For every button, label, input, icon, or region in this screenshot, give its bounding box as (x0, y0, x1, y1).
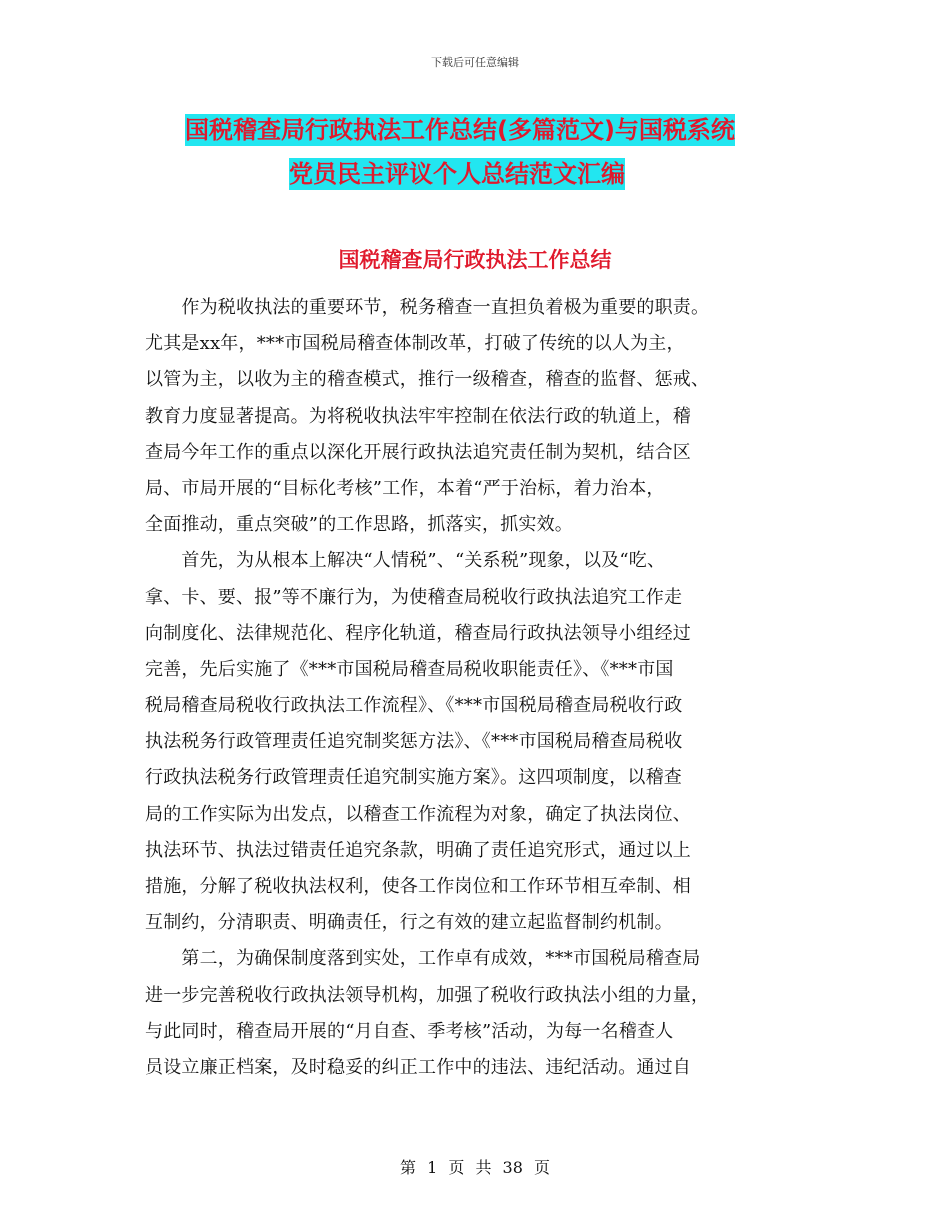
text-line: 作为税收执法的重要环节，税务稽查一直担负着极为重要的职责。 (145, 297, 710, 318)
text-line: 第二，为确保制度落到实处，工作卓有成效，***市国税局稽查局 (145, 948, 701, 970)
page-footer: 第 1 页 共 38 页 (400, 1158, 550, 1177)
text-line: 与此同时，稽查局开展的“月自查、季考核”活动，为每一名稽查人 (145, 1020, 674, 1042)
document-title (185, 108, 825, 196)
text-line: 局的工作实际为出发点，以稽查工作流程为对象，确定了执法岗位、 (145, 803, 691, 825)
text-line: 全面推动，重点突破”的工作思路，抓落实，抓实效。 (145, 514, 573, 536)
text-line: 拿、卡、要、报”等不廉行为，为使稽查局税收行政执法追究工作走 (145, 586, 683, 608)
text-line: 进一步完善税收行政执法领导机构，加强了税收行政执法小组的力量， (145, 984, 710, 1006)
title-line-1: 国税稽查局行政执法工作总结(多篇范文)与国税系统 (185, 116, 735, 144)
text-line: 完善，先后实施了《***市国税局稽查局税收职能责任》、《***市国 (145, 658, 674, 680)
text-line: 局、市局开展的“目标化考核”工作，本着“严于治标，着力治本， (145, 477, 665, 499)
text-line: 首先，为从根本上解决“人情税”、“关系税”现象，以及“吃、 (145, 550, 666, 572)
text-line: 教育力度显著提高。为将税收执法牢牢控制在依法行政的轨道上，稽 (145, 405, 691, 427)
text-line: 员设立廉正档案，及时稳妥的纠正工作中的违法、违纪活动。通过自 (145, 1056, 691, 1078)
section-title: 国税稽查局行政执法工作总结 (338, 248, 612, 272)
text-line: 行政执法税务行政管理责任追究制实施方案》。这四项制度，以稽查 (145, 767, 682, 789)
title-line-2: 党员民主评议个人总结范文汇编 (289, 160, 625, 188)
text-line: 措施，分解了税收执法权利，使各工作岗位和工作环节相互牵制、相 (145, 876, 691, 897)
text-line: 以管为主，以收为主的稽查模式，推行一级稽查，稽查的监督、惩戒、 (145, 369, 710, 391)
text-line: 向制度化、法律规范化、程序化轨道，稽查局行政执法领导小组经过 (145, 622, 691, 644)
text-line: 税局稽查局税收行政执法工作流程》、《***市国税局稽查局税收行政 (145, 695, 683, 717)
text-line: 互制约，分清职责、明确责任，行之有效的建立起监督制约机制。 (145, 912, 673, 934)
body-text (145, 290, 815, 1086)
text-line: 尤其是xx年，***市国税局稽查体制改革，打破了传统的以人为主， (145, 333, 685, 355)
header-note: 下载后可任意编辑 (431, 56, 519, 69)
text-line: 查局今年工作的重点以深化开展行政执法追究责任制为契机，结合区 (145, 441, 691, 463)
text-line: 执法环节、执法过错责任追究条款，明确了责任追究形式，通过以上 (145, 839, 691, 861)
text-line: 执法税务行政管理责任追究制奖惩方法》、《***市国税局稽查局税收 (145, 731, 683, 753)
